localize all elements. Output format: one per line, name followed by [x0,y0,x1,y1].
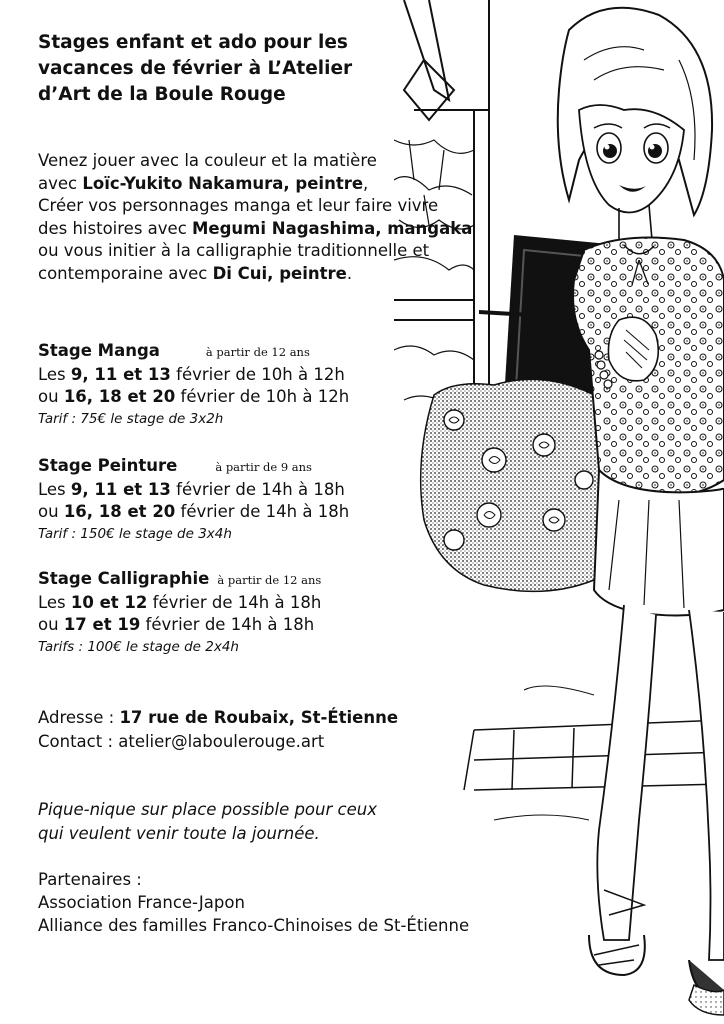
contact-block [38,706,398,754]
artist-name: Di Cui, peintre [212,263,347,283]
artist-name: Megumi Nagashima, mangaka [192,218,473,238]
date-days: 9, 11 et 13 [70,364,171,384]
stage-name: Stage Calligraphie [38,569,210,588]
date-text: ou [38,387,64,406]
stage-name: Stage Peinture [38,456,178,475]
intro-line-2 [38,173,478,196]
stage-name: Stage Manga [38,341,160,360]
date-days: 16, 18 et 20 [63,502,176,521]
stage-age: à partir de 9 ans [215,460,312,474]
partners-block [38,868,469,937]
date-text: février de 14h à 18h [175,502,350,521]
date-text: février de 14h à 18h [140,615,315,634]
artist-name: Loïc-Yukito Nakamura, peintre [82,173,364,193]
stage-manga [38,340,349,429]
stage-dates-1 [38,592,321,615]
date-text: Les [38,364,71,384]
stage-age: à partir de 12 ans [205,345,310,359]
date-text: février de 10h à 12h [175,387,350,406]
stage-heading [38,455,349,479]
address-value: 17 rue de Roubaix, St-Étienne [119,708,399,727]
note-line-1: Pique-nique sur place possible pour ceux [38,800,377,819]
title-line-3: d’Art de la Boule Rouge [38,84,286,105]
sidewalk [464,720,724,790]
intro-line-5: ou vous initier à la calligraphie traditionnelle et [38,241,430,260]
date-text: Les [38,479,71,499]
contact-email[interactable]: Contact : atelier@laboulerouge.art [38,732,325,751]
partners-label: Partenaires : [38,870,142,889]
address-label: Adresse : [38,708,120,727]
stage-tarif: Tarif : 150€ le stage de 3x4h [38,525,232,542]
date-text: février de 14h à 18h [170,479,345,499]
intro-text: , [363,173,369,193]
stage-dates-2 [38,614,321,637]
date-days: 17 et 19 [63,615,141,634]
intro-text: avec [38,173,83,193]
date-text: Les [38,592,71,612]
picnic-note [38,798,377,846]
partner-item: Alliance des familles Franco-Chinoises de St-Étienne [38,916,470,935]
stage-dates-2 [38,386,349,409]
stage-dates-1 [38,479,349,502]
intro-text: des histoires avec [38,218,193,238]
stage-calligraphie [38,568,321,657]
intro-paragraph [38,150,478,285]
intro-line-4 [38,218,478,241]
partner-item: Association France-Japon [38,893,245,912]
stage-heading [38,568,321,592]
address-line [38,706,398,730]
title-line-1: Stages enfant et ado pour les [38,32,348,53]
intro-line-1: Venez jouer avec la couleur et la matière [38,151,377,170]
intro-line-6 [38,263,478,286]
title-line-2: vacances de février à L’Atelier [38,58,353,79]
date-text: ou [38,615,64,634]
date-text: ou [38,502,64,521]
stage-dates-2 [38,501,349,524]
date-text: février de 14h à 18h [147,592,322,612]
stage-age: à partir de 12 ans [217,573,322,587]
stage-peinture [38,455,349,544]
intro-text: . [346,263,353,283]
intro-text: contemporaine avec [38,263,213,283]
date-days: 10 et 12 [70,592,148,612]
date-days: 9, 11 et 13 [70,479,171,499]
date-days: 16, 18 et 20 [63,387,176,406]
intro-line-3: Créer vos personnages manga et leur faire vivre [38,196,439,215]
note-line-2: qui veulent venir toute la journée. [38,824,320,843]
poster-title [38,30,352,108]
stage-tarif: Tarif : 75€ le stage de 3x2h [38,410,224,427]
date-text: février de 10h à 12h [170,364,345,384]
stage-tarif: Tarifs : 100€ le stage de 2x4h [38,638,239,655]
stage-heading [38,340,349,364]
stage-dates-1 [38,364,349,387]
